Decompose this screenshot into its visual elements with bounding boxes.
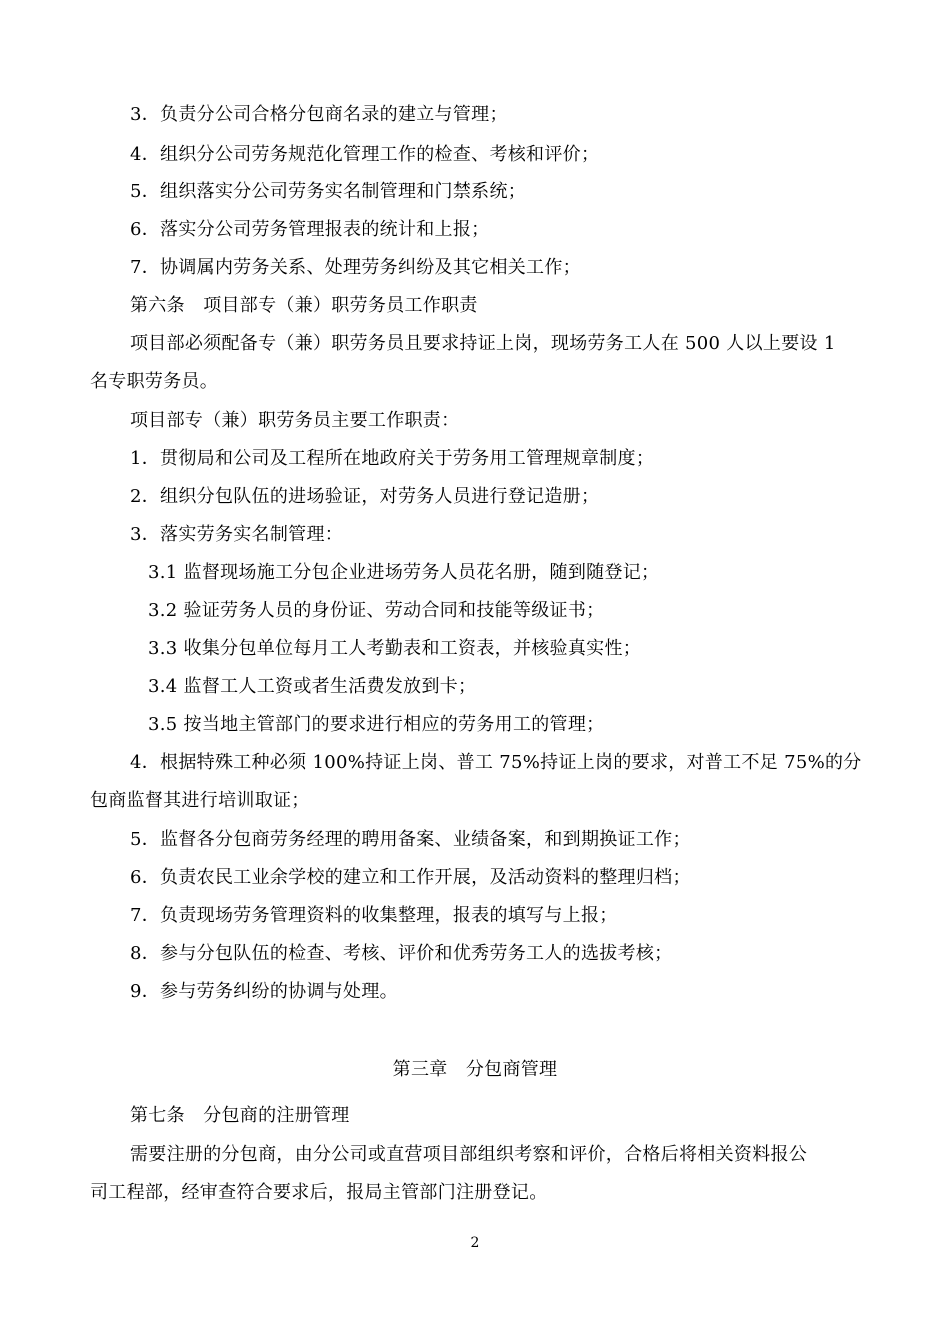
- paragraph-line: 3．负责分公司合格分包商名录的建立与管理；: [130, 104, 508, 125]
- paragraph-line: 3.1 监督现场施工分包企业进场劳务人员花名册，随到随登记；: [148, 562, 660, 583]
- paragraph-line: 7．负责现场劳务管理资料的收集整理，报表的填写与上报；: [130, 905, 618, 926]
- paragraph-line: 3.5 按当地主管部门的要求进行相应的劳务用工的管理；: [148, 714, 605, 735]
- paragraph-line: 6．负责农民工业余学校的建立和工作开展，及活动资料的整理归档；: [130, 867, 691, 888]
- paragraph-line: 项目部专（兼）职劳务员主要工作职责：: [130, 410, 460, 431]
- paragraph-line: 5．组织落实分公司劳务实名制管理和门禁系统；: [130, 181, 527, 202]
- paragraph-line: 4．组织分公司劳务规范化管理工作的检查、考核和评价；: [130, 144, 600, 165]
- paragraph-line: 4．根据特殊工种必须 100%持证上岗、普工 75%持证上岗的要求，对普工不足 75%的分: [130, 752, 862, 773]
- paragraph-line: 7．协调属内劳务关系、处理劳务纠纷及其它相关工作；: [130, 257, 581, 278]
- paragraph-line: 1．贯彻局和公司及工程所在地政府关于劳务用工管理规章制度；: [130, 448, 655, 469]
- article-heading: 第六条 项目部专（兼）职劳务员工作职责: [130, 295, 478, 316]
- paragraph-line: 司工程部，经审查符合要求后，报局主管部门注册登记。: [90, 1182, 548, 1203]
- paragraph-line: 3．落实劳务实名制管理：: [130, 524, 344, 545]
- paragraph-line: 6．落实分公司劳务管理报表的统计和上报；: [130, 219, 490, 240]
- paragraph-line: 需要注册的分包商，由分公司或直营项目部组织考察和评价，合格后将相关资料报公: [130, 1144, 808, 1165]
- paragraph-line: 8．参与分包队伍的检查、考核、评价和优秀劳务工人的选拔考核；: [130, 943, 673, 964]
- paragraph-line: 3.3 收集分包单位每月工人考勤表和工资表，并核验真实性；: [148, 638, 642, 659]
- paragraph-line: 3.2 验证劳务人员的身份证、劳动合同和技能等级证书；: [148, 600, 605, 621]
- paragraph-line: 名专职劳务员。: [90, 371, 219, 392]
- paragraph-line: 2．组织分包队伍的进场验证，对劳务人员进行登记造册；: [130, 486, 600, 507]
- paragraph-line: 9．参与劳务纠纷的协调与处理。: [130, 981, 398, 1002]
- chapter-heading: 第三章 分包商管理: [392, 1059, 558, 1080]
- paragraph-line: 3.4 监督工人工资或者生活费发放到卡；: [148, 676, 477, 697]
- page-number: 2: [470, 1235, 480, 1251]
- article-heading: 第七条 分包商的注册管理: [130, 1105, 350, 1126]
- paragraph-line: 项目部必须配备专（兼）职劳务员且要求持证上岗，现场劳务工人在 500 人以上要设 1: [130, 333, 836, 354]
- paragraph-line: 包商监督其进行培训取证；: [90, 790, 310, 811]
- paragraph-line: 5．监督各分包商劳务经理的聘用备案、业绩备案，和到期换证工作；: [130, 829, 691, 850]
